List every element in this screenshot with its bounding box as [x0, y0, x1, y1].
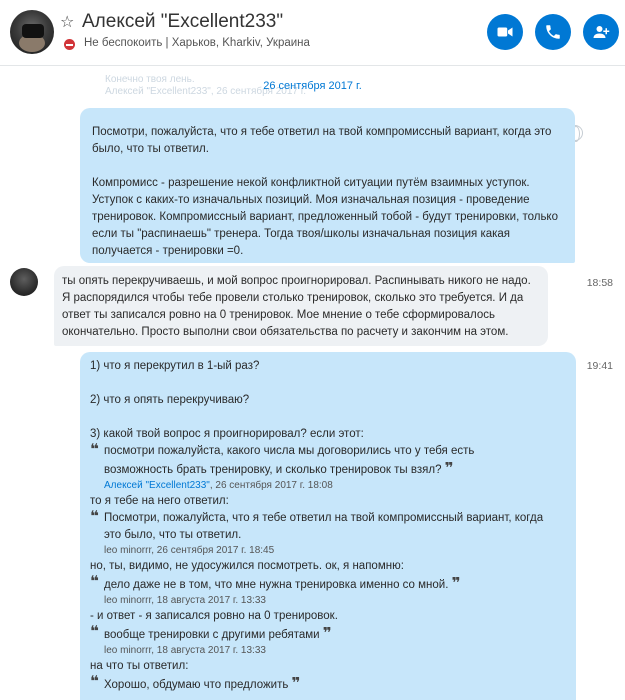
close-quote-icon: ❞	[451, 575, 461, 592]
contact-avatar[interactable]	[10, 10, 54, 54]
quoted-message[interactable]	[90, 510, 566, 558]
quoted-message[interactable]	[90, 575, 566, 608]
sender-avatar[interactable]	[10, 268, 38, 296]
message-bubble-incoming[interactable]	[54, 266, 548, 346]
close-quote-icon: ❞	[291, 675, 301, 692]
quote-meta: leo minorrr, 18 августа 2017 г. 13:33	[104, 645, 266, 656]
do-not-disturb-icon	[64, 39, 75, 50]
contact-status: Не беспокоить | Харьков, Kharkiv, Украина	[84, 37, 310, 49]
message-bubble-outgoing[interactable]	[80, 108, 575, 263]
message-paragraph: то я тебе на него ответил:	[90, 495, 229, 507]
chat-area[interactable]	[0, 66, 625, 700]
message-paragraph: 2) что я опять перекручиваю?	[90, 394, 250, 406]
add-people-button[interactable]	[583, 14, 619, 50]
message-paragraph: на что ты ответил:	[90, 660, 189, 672]
video-call-button[interactable]	[487, 14, 523, 50]
quote-meta: leo minorrr, 26 сентября 2017 г. 18:45	[104, 545, 275, 556]
open-quote-icon: ❝	[90, 441, 99, 458]
message-text: ты опять перекручиваешь, и мой вопрос проигнорировал. Распинывать никого не надо. Я распорядился чтобы тебе провели столько тренировок, сколько это требуется. И да ответ ты записался ровно на 0 тренировок. Мое мнение о тебе сформировалось окончательно. Просто выполни свои обязательства по расчету и закончим на этом.	[62, 275, 531, 338]
quote-text: посмотри пожалуйста, какого числа мы договорились что у тебя есть возможность брать тренировку, и сколько тренировок ты взял?	[104, 445, 475, 476]
quote-text: Хорошо, обдумаю что предложить	[104, 679, 289, 691]
message-time: 18:58	[586, 277, 613, 289]
phone-call-button[interactable]	[535, 14, 571, 50]
close-quote-icon: ❞	[322, 625, 332, 642]
contact-name[interactable]: Алексей "Excellent233"	[82, 11, 284, 32]
open-quote-icon: ❝	[90, 623, 99, 640]
open-quote-icon: ❝	[90, 508, 99, 525]
message-text: Посмотри, пожалуйста, что я тебе ответил на твой компромиссный вариант, когда это было, что ты ответил. Компромисс - разрешение некой конфликтной ситуации путём взаимных уступок. Уступок с каких-то изначальных позиций. Моя изначальная позиция - проведение тренировок. Компромиссный вариант, предложенный тобой - будут тренировки, только если ты "распинаешь" тренера. Тогда твоя/школы изначальная позиция какая получается - тренировки =0.	[92, 126, 558, 257]
message-paragraph: - и ответ - я записался ровно на 0 тренировок.	[90, 610, 338, 622]
open-quote-icon: ❝	[90, 673, 99, 690]
quoted-message[interactable]	[90, 443, 566, 493]
message-paragraph: 3) какой твой вопрос я проигнорировал? если этот:	[90, 428, 364, 440]
message-paragraph: но, ты, видимо, не удосужился посмотреть. ок, я напомню:	[90, 560, 404, 572]
video-call-icon	[496, 23, 514, 41]
quote-text: Посмотри, пожалуйста, что я тебе ответил на твой компромиссный вариант, когда это было, что ты ответил.	[104, 512, 544, 541]
chat-header	[0, 0, 625, 66]
quote-text: вообще тренировки с другими ребятами	[104, 629, 320, 641]
quote-meta: leo minorrr, 18 августа 2017 г. 13:33	[104, 595, 266, 606]
phone-call-icon	[544, 23, 562, 41]
close-quote-icon: ❞	[444, 460, 454, 477]
date-separator: 26 сентября 2017 г.	[263, 80, 362, 92]
quote-text: дело даже не в том, что мне нужна тренировка именно со мной.	[104, 579, 449, 591]
quoted-message[interactable]	[90, 625, 566, 658]
quoted-message[interactable]	[90, 675, 566, 694]
quote-date: , 26 сентября 2017 г. 18:08	[209, 480, 333, 491]
add-person-icon	[592, 23, 610, 41]
open-quote-icon: ❝	[90, 573, 99, 590]
star-icon[interactable]: ☆	[60, 14, 75, 31]
quote-author[interactable]: Алексей "Excellent233"	[104, 480, 210, 491]
previous-message-fragment: Конечно твоя лень. Алексей "Excellent233", 26 сентября 2017 г.	[105, 74, 306, 97]
message-paragraph: 1) что я перекрутил в 1-ый раз?	[90, 360, 260, 372]
message-time: 19:41	[586, 360, 613, 372]
quote-meta	[104, 479, 566, 493]
message-bubble-outgoing[interactable]	[80, 352, 576, 700]
